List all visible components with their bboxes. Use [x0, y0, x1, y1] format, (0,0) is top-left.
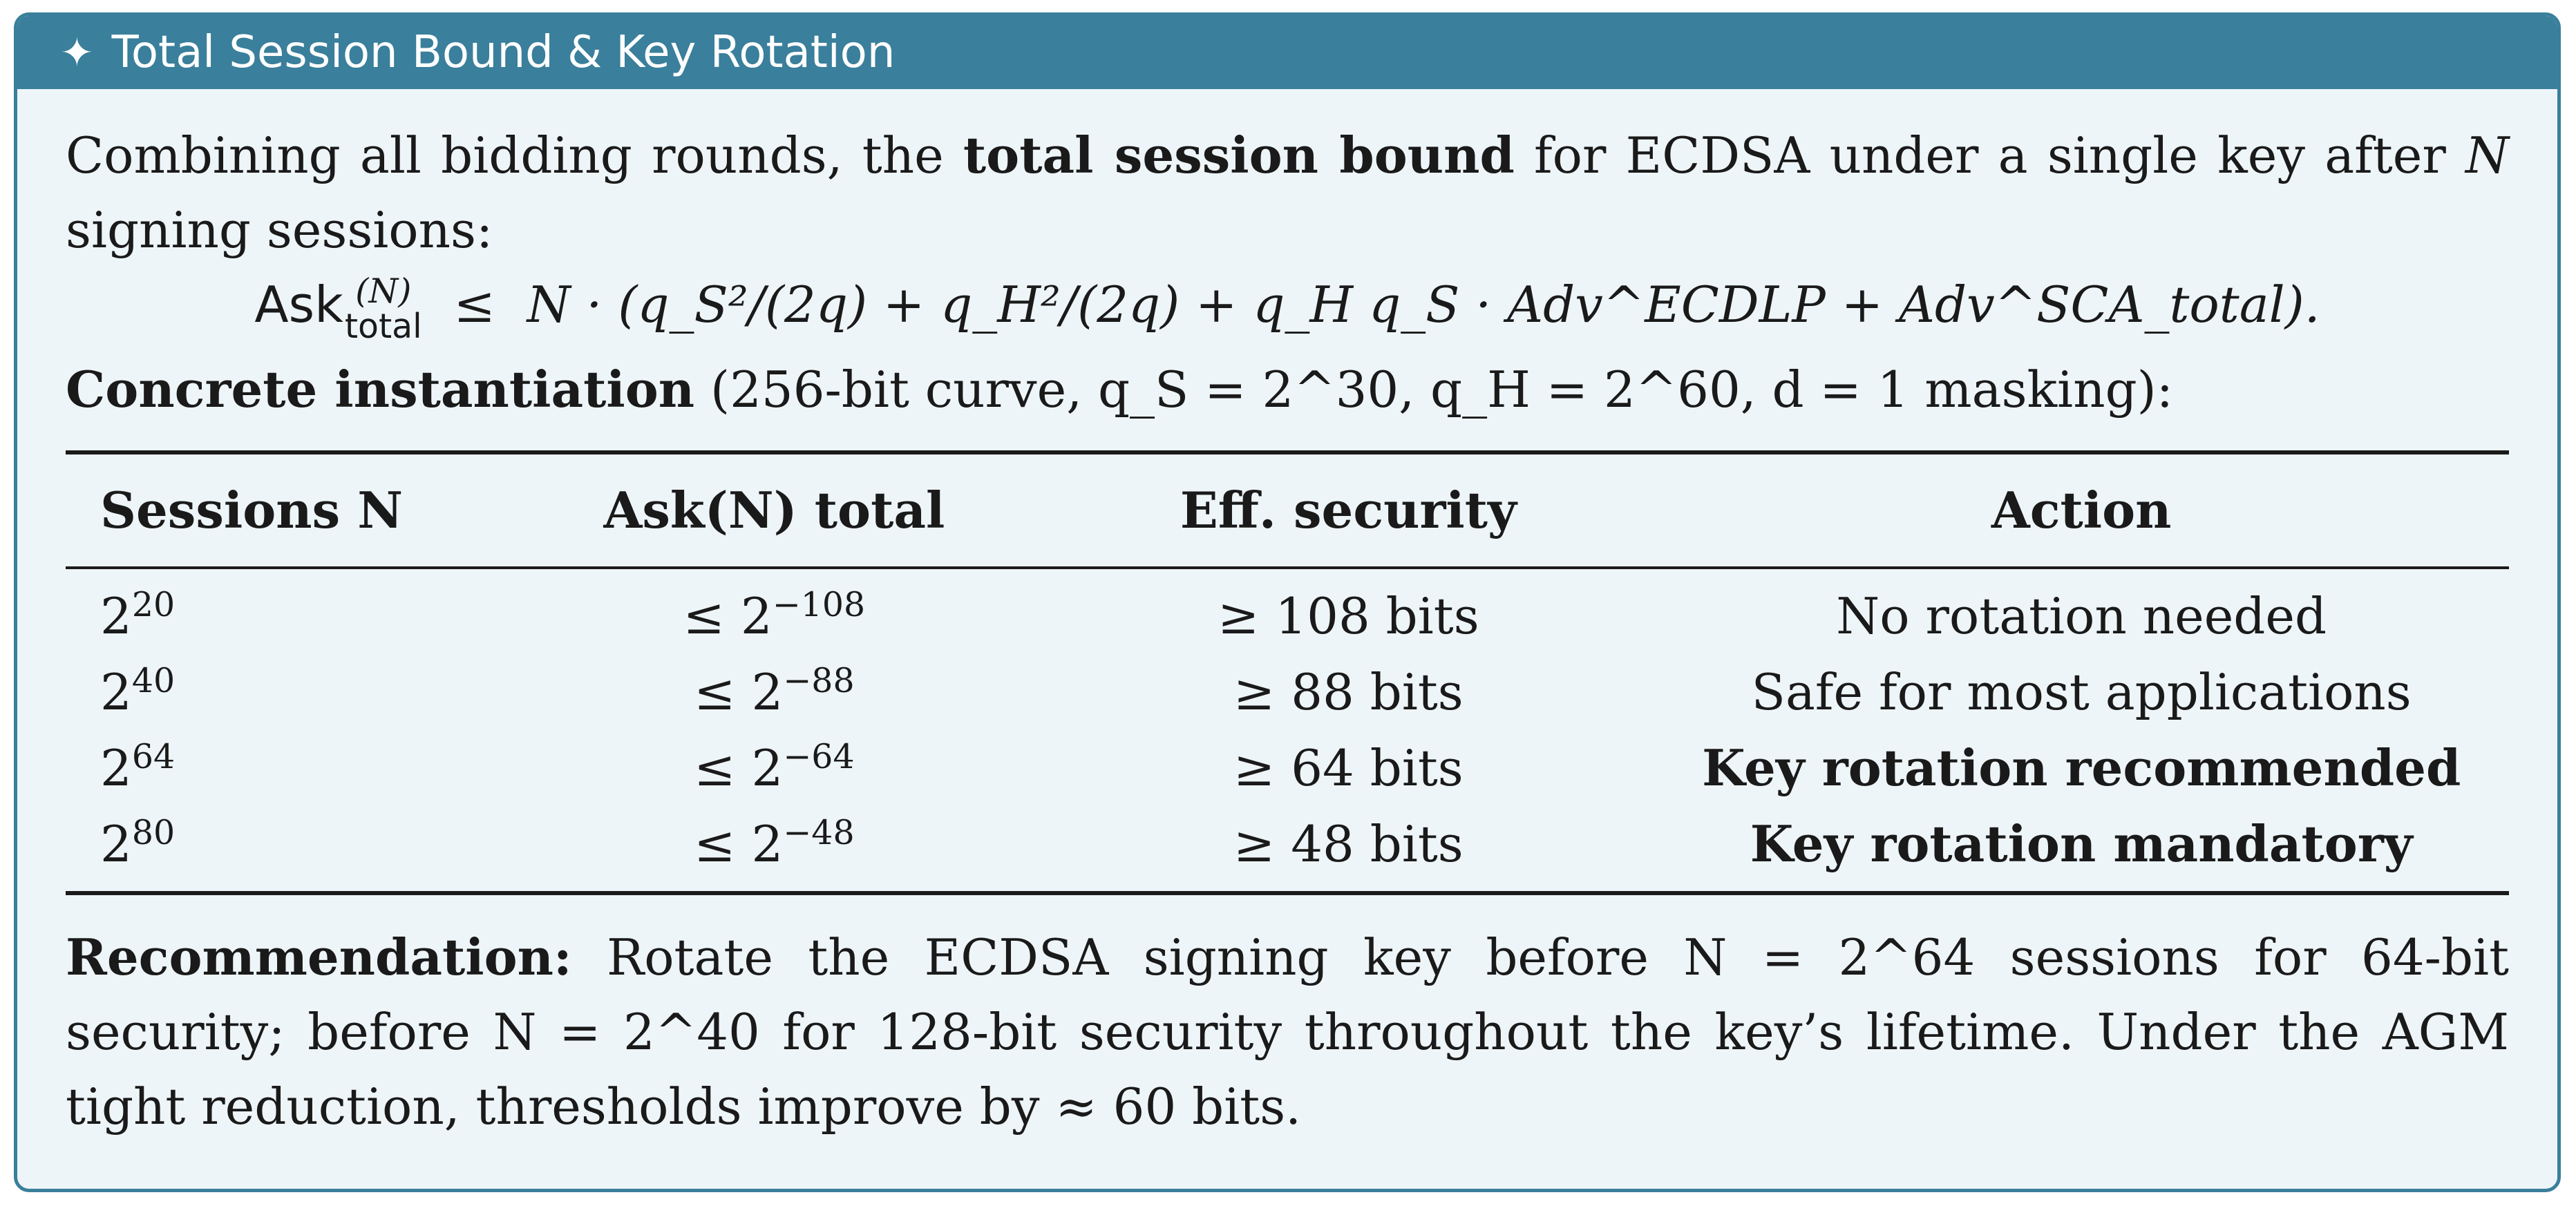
header-sessions: Sessions N — [66, 452, 505, 568]
equation-lhs-scripts — [344, 271, 422, 346]
header-security: Eff. security — [1043, 452, 1654, 568]
table-row — [66, 654, 2509, 730]
equation-relation: ≤ — [453, 276, 495, 334]
table-row — [66, 568, 2509, 654]
cell-bound — [505, 730, 1043, 806]
sessions-base: 2 — [100, 663, 132, 722]
cell-security: ≥ 108 bits — [1218, 587, 1479, 646]
sessions-base: 2 — [100, 739, 132, 798]
concrete-instantiation — [66, 352, 2509, 427]
sessions-exponent: 40 — [131, 661, 176, 701]
table-row — [66, 806, 2509, 893]
cell-bound — [505, 806, 1043, 893]
cell-security: ≥ 88 bits — [1233, 663, 1464, 722]
cell-action: No rotation needed — [1836, 587, 2327, 646]
intro-text-after: for ECDSA under a single key after — [1514, 126, 2466, 184]
equation-lhs: Ask — [254, 276, 343, 334]
equation-lhs-sub: total — [344, 307, 422, 346]
bound-base: ≤ 2 — [694, 663, 784, 722]
intro-bold-term: total session bound — [963, 126, 1515, 184]
equation-lhs-sup: (N) — [355, 271, 412, 311]
sessions-exponent: 80 — [131, 813, 176, 853]
cell-action: Key rotation recommended — [1702, 738, 2461, 798]
sessions-exponent: 20 — [131, 585, 176, 625]
four-pointed-star-icon: ✦ — [60, 29, 94, 76]
cell-sessions — [66, 730, 505, 806]
table-row — [66, 730, 2509, 806]
theorem-box — [14, 12, 2561, 1192]
cell-security: ≥ 64 bits — [1233, 739, 1464, 798]
cell-action: Key rotation mandatory — [1750, 814, 2413, 874]
bound-exponent: −64 — [783, 737, 855, 777]
concrete-params: (256-bit curve, q_S = 2^30, q_H = 2^60, d = 1 masking): — [710, 361, 2174, 419]
cell-bound — [505, 654, 1043, 730]
header-ask: Ask(N) total — [505, 452, 1043, 568]
intro-text-end: signing sessions: — [66, 201, 493, 259]
box-title: Total Session Bound & Key Rotation — [111, 27, 896, 78]
equation-rhs: N · (q_S²/(2q) + q_H²/(2q) + q_H q_S · Adv^ECDLP + Adv^SCA_total). — [527, 276, 2320, 334]
cell-bound — [505, 568, 1043, 654]
intro-paragraph — [66, 118, 2509, 267]
cell-action: Safe for most applications — [1751, 663, 2412, 722]
security-table — [66, 450, 2509, 895]
bound-exponent: −48 — [783, 813, 855, 853]
sessions-base: 2 — [100, 587, 132, 646]
sessions-base: 2 — [100, 815, 132, 874]
bound-base: ≤ 2 — [694, 739, 784, 798]
recommendation-label: Recommendation: — [66, 928, 572, 987]
concrete-label: Concrete instantiation — [66, 360, 695, 419]
cell-sessions — [66, 568, 505, 654]
bound-base: ≤ 2 — [683, 587, 773, 646]
header-action: Action — [1654, 452, 2509, 568]
bound-base: ≤ 2 — [694, 815, 784, 874]
recommendation-paragraph — [66, 920, 2509, 1144]
table-header-row — [66, 452, 2509, 568]
box-header — [17, 16, 2557, 89]
intro-variable: N — [2465, 126, 2510, 184]
cell-security: ≥ 48 bits — [1233, 815, 1464, 874]
box-content — [17, 89, 2557, 1144]
intro-text-before: Combining all bidding rounds, the — [66, 126, 963, 184]
session-bound-equation — [66, 267, 2509, 344]
cell-sessions — [66, 654, 505, 730]
bound-exponent: −108 — [772, 585, 866, 625]
recommendation-text: Rotate the ECDSA signing key before N = 2^64 sessions for 64-bit security; before N = 2^40 for 128-bit security throughout the key’s lifetime. Under the AGM tight reduction, thresholds improve by ≈ 60 bits. — [66, 928, 2510, 1136]
cell-sessions — [66, 806, 505, 893]
sessions-exponent: 64 — [131, 737, 176, 777]
bound-exponent: −88 — [783, 661, 855, 701]
